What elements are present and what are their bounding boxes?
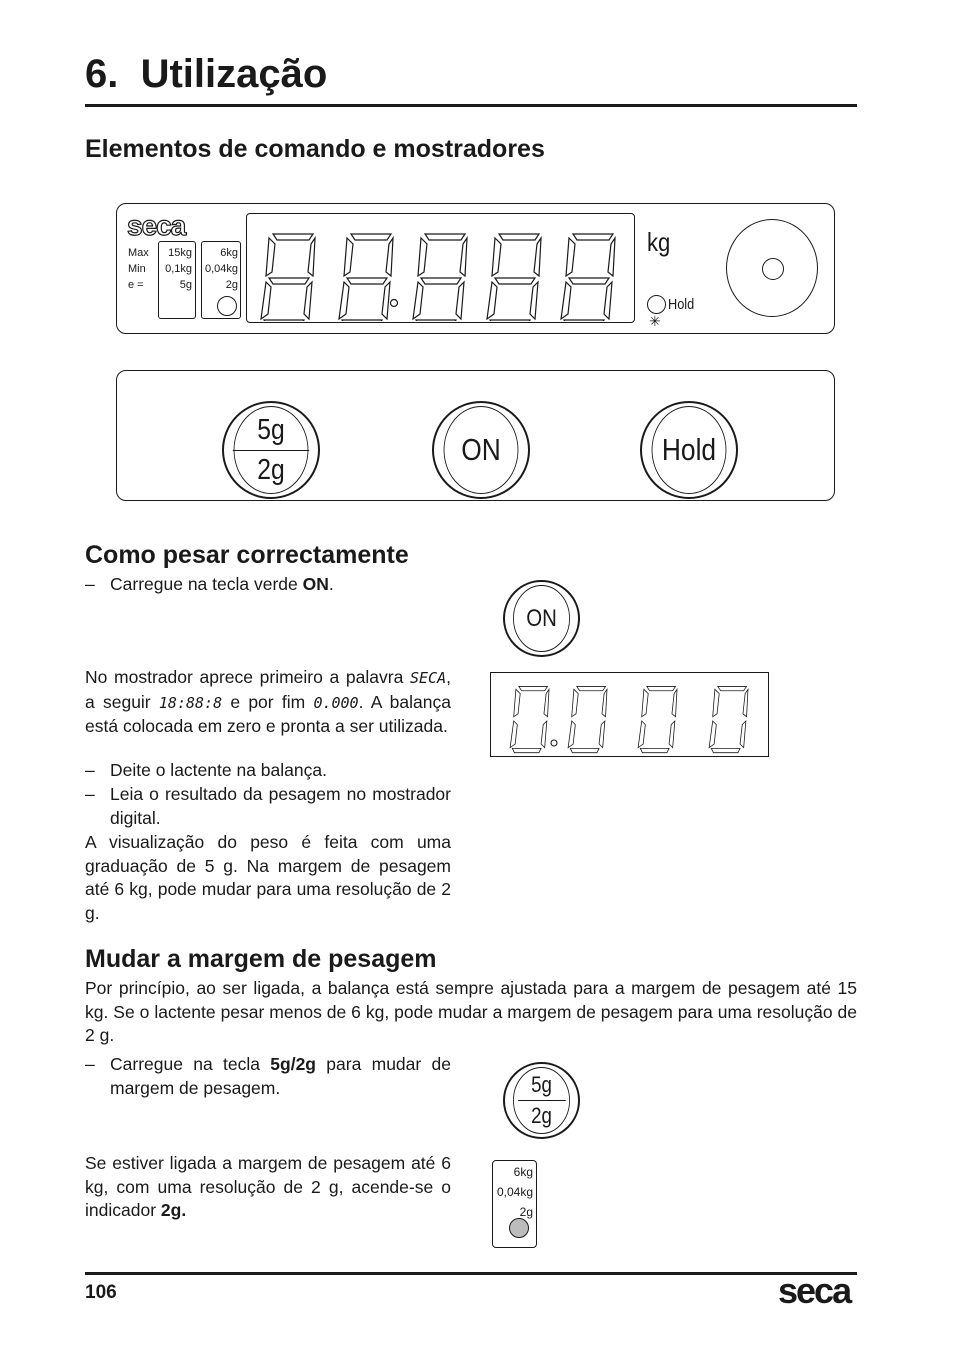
spec-label-min: Min xyxy=(128,263,146,275)
hold-indicator-label: Hold xyxy=(668,296,695,313)
range-box-15kg xyxy=(158,241,196,319)
seg-word-zero: 0.000 xyxy=(313,693,359,712)
chapter-heading xyxy=(85,52,327,97)
indicator-illus-max: 6kg xyxy=(513,1165,533,1179)
range-6-e: 2g xyxy=(225,279,238,291)
indicator-2g-light-icon xyxy=(217,296,237,316)
indicator-2g-lit-icon xyxy=(509,1218,529,1238)
para-indicator-bold: 2g. xyxy=(160,1200,187,1220)
spec-label-e: e = xyxy=(128,279,144,291)
section-title-range: Mudar a margem de pesagem xyxy=(85,945,437,973)
range-15-max: 15kg xyxy=(168,247,192,259)
range-15-e: 5g xyxy=(179,279,192,291)
header-rule xyxy=(85,104,857,107)
step-press-range-text xyxy=(110,1053,451,1100)
hold-button-label: Hold xyxy=(652,406,727,494)
range-6-min: 0,04kg xyxy=(204,263,238,275)
step-press-on-suffix: . xyxy=(328,574,334,594)
step-read-result-text: Leia o resultado da pesagem no mostrador digital. xyxy=(110,784,451,828)
paragraph-range-default: Por princípio, ao ser ligada, a balança está sempre ajustada para a margem de pesagem até 15 kg. Se o lactente pesar menos de 6 kg, pode mudar a margem de pesagem para uma resolução de 2 g. xyxy=(85,978,857,1045)
section-title-controls: Elementos de comando e mostradores xyxy=(85,135,545,163)
resolution-button-bottom: 2g xyxy=(257,453,285,486)
step-read-result: – Leia o resultado da pesagem no mostrador digital. xyxy=(85,783,451,830)
seven-segment-digits-icon xyxy=(247,214,633,321)
res-illus-bottom: 2g xyxy=(531,1103,552,1128)
seg-word-seca: SECA xyxy=(410,669,447,687)
zero-display-illustration xyxy=(490,672,769,757)
sun-icon: ✳ xyxy=(649,313,661,329)
footer-rule xyxy=(85,1272,857,1275)
range-box-6kg xyxy=(201,241,241,319)
step-press-on-key: ON xyxy=(302,574,329,594)
resolution-button-illustration xyxy=(503,1062,580,1139)
indicator-illus-min: 0,04kg xyxy=(496,1185,533,1199)
seg-word-test: 18:88:8 xyxy=(158,693,223,712)
para-display-b: , a seguir xyxy=(85,667,451,712)
hold-button[interactable] xyxy=(640,401,738,499)
indicator-illus-e: 2g xyxy=(519,1205,533,1219)
hold-indicator-icon xyxy=(647,295,666,314)
paragraph-display-sequence xyxy=(85,666,451,739)
button-panel xyxy=(116,370,835,501)
paragraph-indicator xyxy=(85,1152,451,1223)
level-bubble xyxy=(726,219,818,317)
seven-segment-display xyxy=(246,213,635,323)
step-range-prefix: Carregue na tecla xyxy=(110,1054,271,1074)
step-place-baby-text: Deite o lactente na balança. xyxy=(110,760,327,780)
page-number: 106 xyxy=(85,1282,117,1303)
panel-brand-logo: seca xyxy=(127,210,186,241)
footer-brand-logo: seca xyxy=(778,1270,851,1311)
spec-label-max: Max xyxy=(128,247,149,259)
paragraph-graduation: A visualização do peso é feita com uma graduação de 5 g. Na margem de pesagem até 6 kg, pode mudar para uma resolução de 2 g. xyxy=(85,832,451,923)
step-press-on-text: Carregue na tecla verde xyxy=(110,574,303,594)
step-press-range: – Carregue na tecla 5g/2g para mudar de margem de pesagem. xyxy=(85,1053,451,1100)
display-panel xyxy=(116,203,835,334)
resolution-button[interactable] xyxy=(222,401,320,499)
level-bubble-center-icon xyxy=(762,258,784,280)
para-display-c: e por fim xyxy=(222,691,314,712)
on-button-illustration-label: ON xyxy=(513,585,570,652)
spec-labels xyxy=(128,245,149,293)
range-6-max: 6kg xyxy=(220,247,238,259)
para-display-a: No mostrador aprece primeiro a palavra xyxy=(85,667,410,687)
on-button[interactable] xyxy=(432,401,530,499)
on-button-illustration xyxy=(503,580,580,657)
chapter-number: 6. xyxy=(85,52,119,96)
zero-display-digits-icon xyxy=(491,673,768,756)
section-title-weighing: Como pesar correctamente xyxy=(85,541,409,569)
unit-label: kg xyxy=(647,227,671,257)
para-indicator-text: Se estiver ligada a margem de pesagem até 6 kg, com uma resolução de 2 g, acende-se o indicador xyxy=(85,1153,451,1220)
range-15-min: 0,1kg xyxy=(165,263,192,275)
resolution-button-top: 5g xyxy=(257,413,285,446)
res-illus-top: 5g xyxy=(531,1072,552,1097)
step-range-key: 5g/2g xyxy=(270,1054,316,1074)
chapter-title: Utilização xyxy=(140,52,328,96)
para-display-d: . A balança está colocada em zero e pronta a ser utilizada. xyxy=(85,691,451,736)
on-button-label: ON xyxy=(444,406,519,494)
step-range-suffix: para mudar de margem de pesagem. xyxy=(110,1054,451,1098)
step-press-on: – Carregue na tecla verde ON. xyxy=(85,574,334,594)
indicator-2g-illustration xyxy=(492,1160,537,1248)
step-place-baby: – Deite o lactente na balança. xyxy=(85,760,327,780)
